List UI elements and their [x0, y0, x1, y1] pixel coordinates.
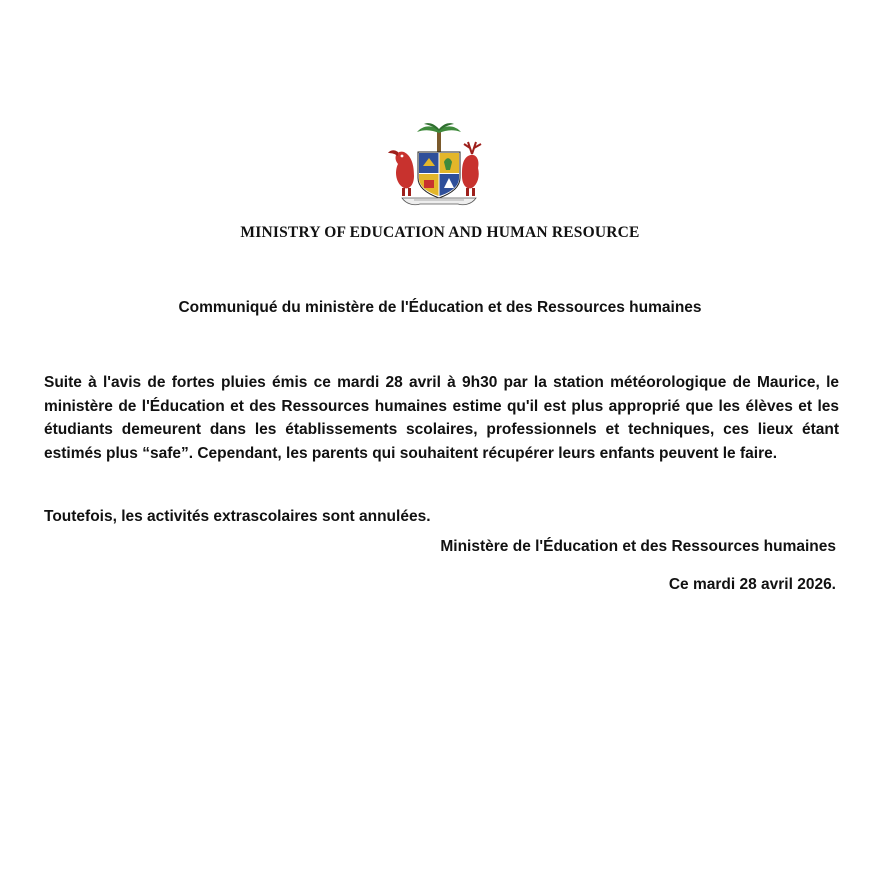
deer-supporter	[462, 142, 481, 196]
signature-line: Ministère de l'Éducation et des Ressources humaines	[440, 538, 836, 555]
communique-subject: Communiqué du ministère de l'Éducation et des Ressources humaines	[178, 299, 702, 316]
palm-tree	[417, 123, 461, 152]
body-paragraph-activities: Toutefois, les activités extrascolaires sont annulées.	[44, 508, 431, 525]
body-paragraph: Suite à l'avis de fortes pluies émis ce mardi 28 avril à 9h30 par la station météorologique de Maurice, le ministère de l'Éducation et des Ressources humaines estime qu'il est plus approprié que les élèves et les étudiants demeurent dans les établissements scolaires, professionnels et techniques, ces lieux étant estimés plus “safe”. Cependant, les parents qui souhaitent récupérer leurs enfants peuvent le faire.	[44, 374, 839, 462]
mauritius-coat-of-arms-icon	[384, 122, 494, 210]
shield	[418, 152, 460, 198]
ministry-header: MINISTRY OF EDUCATION AND HUMAN RESOURCE	[240, 224, 640, 241]
date-line: Ce mardi 28 avril 2026.	[668, 576, 836, 593]
dodo-supporter	[388, 150, 414, 196]
scroll-base	[402, 198, 476, 205]
